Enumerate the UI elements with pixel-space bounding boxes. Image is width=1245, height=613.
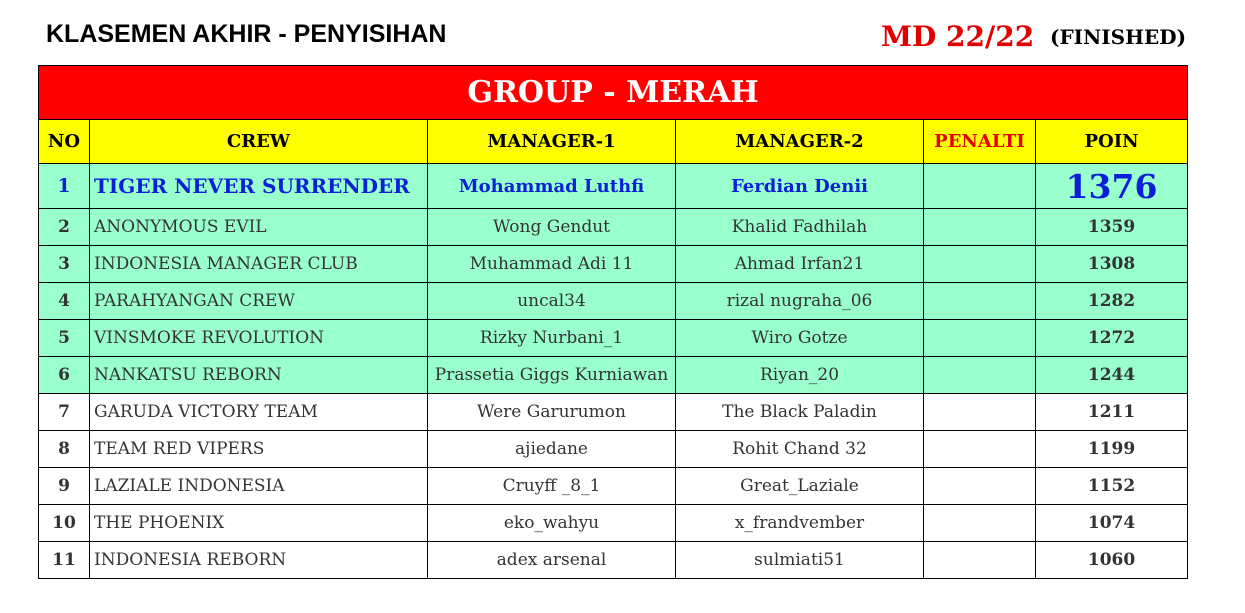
points-cell: 1152 [1036, 468, 1188, 505]
table-row [39, 542, 1188, 579]
rank-cell: 8 [39, 431, 90, 468]
manager-1-cell: ajiedane [428, 431, 676, 468]
crew-name-cell: INDONESIA REBORN [90, 542, 428, 579]
col-header-no: NO [39, 120, 90, 164]
penalti-cell [924, 283, 1036, 320]
manager-1-cell: Muhammad Adi 11 [428, 246, 676, 283]
table-row [39, 431, 1188, 468]
table-row [39, 320, 1188, 357]
table-row [39, 394, 1188, 431]
manager-1-cell: Rizky Nurbani_1 [428, 320, 676, 357]
points-cell: 1376 [1036, 164, 1188, 209]
penalti-cell [924, 468, 1036, 505]
manager-2-cell: Riyan_20 [676, 357, 924, 394]
rank-cell: 3 [39, 246, 90, 283]
col-header-manager-2: MANAGER-2 [676, 120, 924, 164]
points-cell: 1074 [1036, 505, 1188, 542]
points-cell: 1199 [1036, 431, 1188, 468]
penalti-cell [924, 431, 1036, 468]
crew-name-cell: ANONYMOUS EVIL [90, 209, 428, 246]
table-row [39, 164, 1188, 209]
standings-table [38, 65, 1188, 579]
penalti-cell [924, 246, 1036, 283]
penalti-cell [924, 505, 1036, 542]
manager-2-cell: Ahmad Irfan21 [676, 246, 924, 283]
points-cell: 1211 [1036, 394, 1188, 431]
col-header-crew: CREW [90, 120, 428, 164]
table-row [39, 357, 1188, 394]
rank-cell: 7 [39, 394, 90, 431]
manager-2-cell: Rohit Chand 32 [676, 431, 924, 468]
col-header-poin: POIN [1036, 120, 1188, 164]
manager-2-cell: Wiro Gotze [676, 320, 924, 357]
group-title: GROUP - MERAH [39, 66, 1188, 120]
rank-cell: 4 [39, 283, 90, 320]
table-row [39, 283, 1188, 320]
crew-name-cell: NANKATSU REBORN [90, 357, 428, 394]
points-cell: 1060 [1036, 542, 1188, 579]
penalti-cell [924, 542, 1036, 579]
crew-name-cell: VINSMOKE REVOLUTION [90, 320, 428, 357]
group-header-row [39, 66, 1188, 120]
manager-1-cell: adex arsenal [428, 542, 676, 579]
points-cell: 1282 [1036, 283, 1188, 320]
status-label: (FINISHED) [1050, 25, 1187, 49]
table-row [39, 246, 1188, 283]
rank-cell: 5 [39, 320, 90, 357]
col-header-penalti: PENALTI [924, 120, 1036, 164]
manager-1-cell: Prassetia Giggs Kurniawan [428, 357, 676, 394]
matchday-label: MD 22/22 [881, 20, 1035, 53]
table-row [39, 468, 1188, 505]
crew-name-cell: PARAHYANGAN CREW [90, 283, 428, 320]
crew-name-cell: INDONESIA MANAGER CLUB [90, 246, 428, 283]
manager-1-cell: eko_wahyu [428, 505, 676, 542]
penalti-cell [924, 164, 1036, 209]
manager-2-cell: The Black Paladin [676, 394, 924, 431]
crew-name-cell: THE PHOENIX [90, 505, 428, 542]
crew-name-cell: GARUDA VICTORY TEAM [90, 394, 428, 431]
points-cell: 1308 [1036, 246, 1188, 283]
manager-2-cell: x_frandvember [676, 505, 924, 542]
penalti-cell [924, 209, 1036, 246]
manager-1-cell: uncal34 [428, 283, 676, 320]
rank-cell: 9 [39, 468, 90, 505]
manager-2-cell: Khalid Fadhilah [676, 209, 924, 246]
column-header-row [39, 120, 1188, 164]
page-title: KLASEMEN AKHIR - PENYISIHAN [46, 20, 447, 48]
points-cell: 1359 [1036, 209, 1188, 246]
manager-1-cell: Cruyff _8_1 [428, 468, 676, 505]
rank-cell: 11 [39, 542, 90, 579]
manager-1-cell: Were Garurumon [428, 394, 676, 431]
manager-2-cell: Ferdian Denii [676, 164, 924, 209]
points-cell: 1244 [1036, 357, 1188, 394]
rank-cell: 6 [39, 357, 90, 394]
table-row [39, 505, 1188, 542]
manager-2-cell: sulmiati51 [676, 542, 924, 579]
penalti-cell [924, 394, 1036, 431]
table-row [39, 209, 1188, 246]
rank-cell: 2 [39, 209, 90, 246]
crew-name-cell: TIGER NEVER SURRENDER [90, 164, 428, 209]
penalti-cell [924, 357, 1036, 394]
rank-cell: 1 [39, 164, 90, 209]
points-cell: 1272 [1036, 320, 1188, 357]
penalti-cell [924, 320, 1036, 357]
manager-1-cell: Mohammad Luthfi [428, 164, 676, 209]
crew-name-cell: LAZIALE INDONESIA [90, 468, 428, 505]
rank-cell: 10 [39, 505, 90, 542]
manager-2-cell: Great_Laziale [676, 468, 924, 505]
crew-name-cell: TEAM RED VIPERS [90, 431, 428, 468]
col-header-manager-1: MANAGER-1 [428, 120, 676, 164]
manager-2-cell: rizal nugraha_06 [676, 283, 924, 320]
manager-1-cell: Wong Gendut [428, 209, 676, 246]
